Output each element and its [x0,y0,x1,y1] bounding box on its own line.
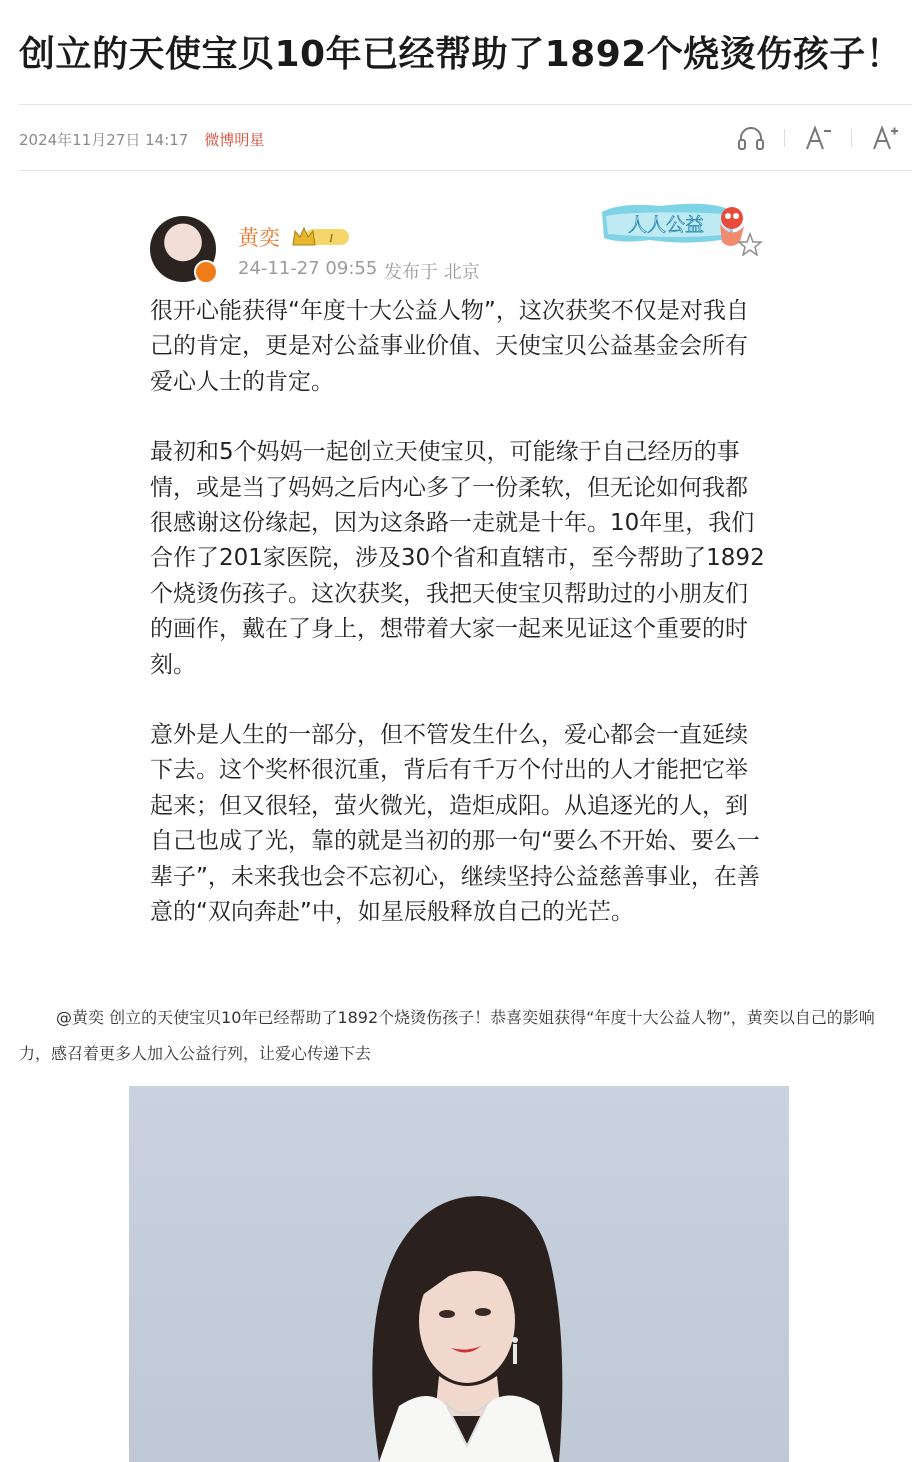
vip-crown-icon [291,225,351,249]
weibo-post-screenshot [134,190,779,972]
avatar [150,216,216,282]
post-username: 黄奕 [238,226,280,250]
post-location: 发布于 北京 [384,262,480,283]
font-decrease-icon[interactable] [801,121,835,155]
toolbar-separator [851,129,852,147]
headphones-icon[interactable] [734,121,768,155]
portrait-illustration [129,1086,789,1462]
divider [19,170,912,171]
divider [19,104,912,105]
badge-text: 人人公益 [628,214,705,236]
article-photo [129,1086,789,1462]
publish-date: 2024年11月27日 14:17 [19,130,189,149]
source-link[interactable]: 微博明星 [204,130,265,149]
charity-badge [600,198,770,256]
post-paragraph: 意外是人生的一部分，但不管发生什么，爱心都会一直延续下去。这个奖杯很沉重，背后有千万个付出的人才能把它举起来；但又很轻，萤火微光，造炬成阳。从追逐光的人，到自己也成了光，靠的就是当初的那一句“要么不开始、要么一辈子”，未来我也会不忘初心，继续坚持公益慈善事业，在善意的“双向奔赴”中，如星辰般释放自己的光芒。 [150,722,760,926]
article-toolbar [734,121,902,155]
article-meta [19,128,264,150]
post-paragraph: 很开心能获得“年度十大公益人物”，这次获奖不仅是对我自己的肯定，更是对公益事业价值、天使宝贝公益基金会所有爱心人士的肯定。 [150,298,749,395]
post-paragraph: 最初和5个妈妈一起创立天使宝贝，可能缘于自己经历的事情，或是当了妈妈之后内心多了一份柔软，但无论如何我都很感谢这份缘起，因为这条路一走就是十年。10年里，我们合作了201家医院，涉及30个省和直辖市，至今帮助了1892个烧烫伤孩子。这次获奖，我把天使宝贝帮助过的小朋友们的画作，戴在了身上，想带着大家一起来见证这个重要的时刻。 [150,439,765,678]
post-body [150,294,770,966]
post-time: 24-11-27 09:55 [238,258,378,279]
toolbar-separator [784,129,785,147]
article-caption: @黄奕 创立的天使宝贝10年已经帮助了1892个烧烫伤孩子！恭喜奕姐获得“年度十大公益人物”，黄奕以自己的影响力，感召着更多人加入公益行列，让爱心传递下去 [19,1008,875,1063]
verified-icon [194,260,218,284]
article-title: 创立的天使宝贝10年已经帮助了1892个烧烫伤孩子！ [19,34,903,75]
font-increase-icon[interactable] [868,121,902,155]
svg-text:I: I [329,231,333,245]
